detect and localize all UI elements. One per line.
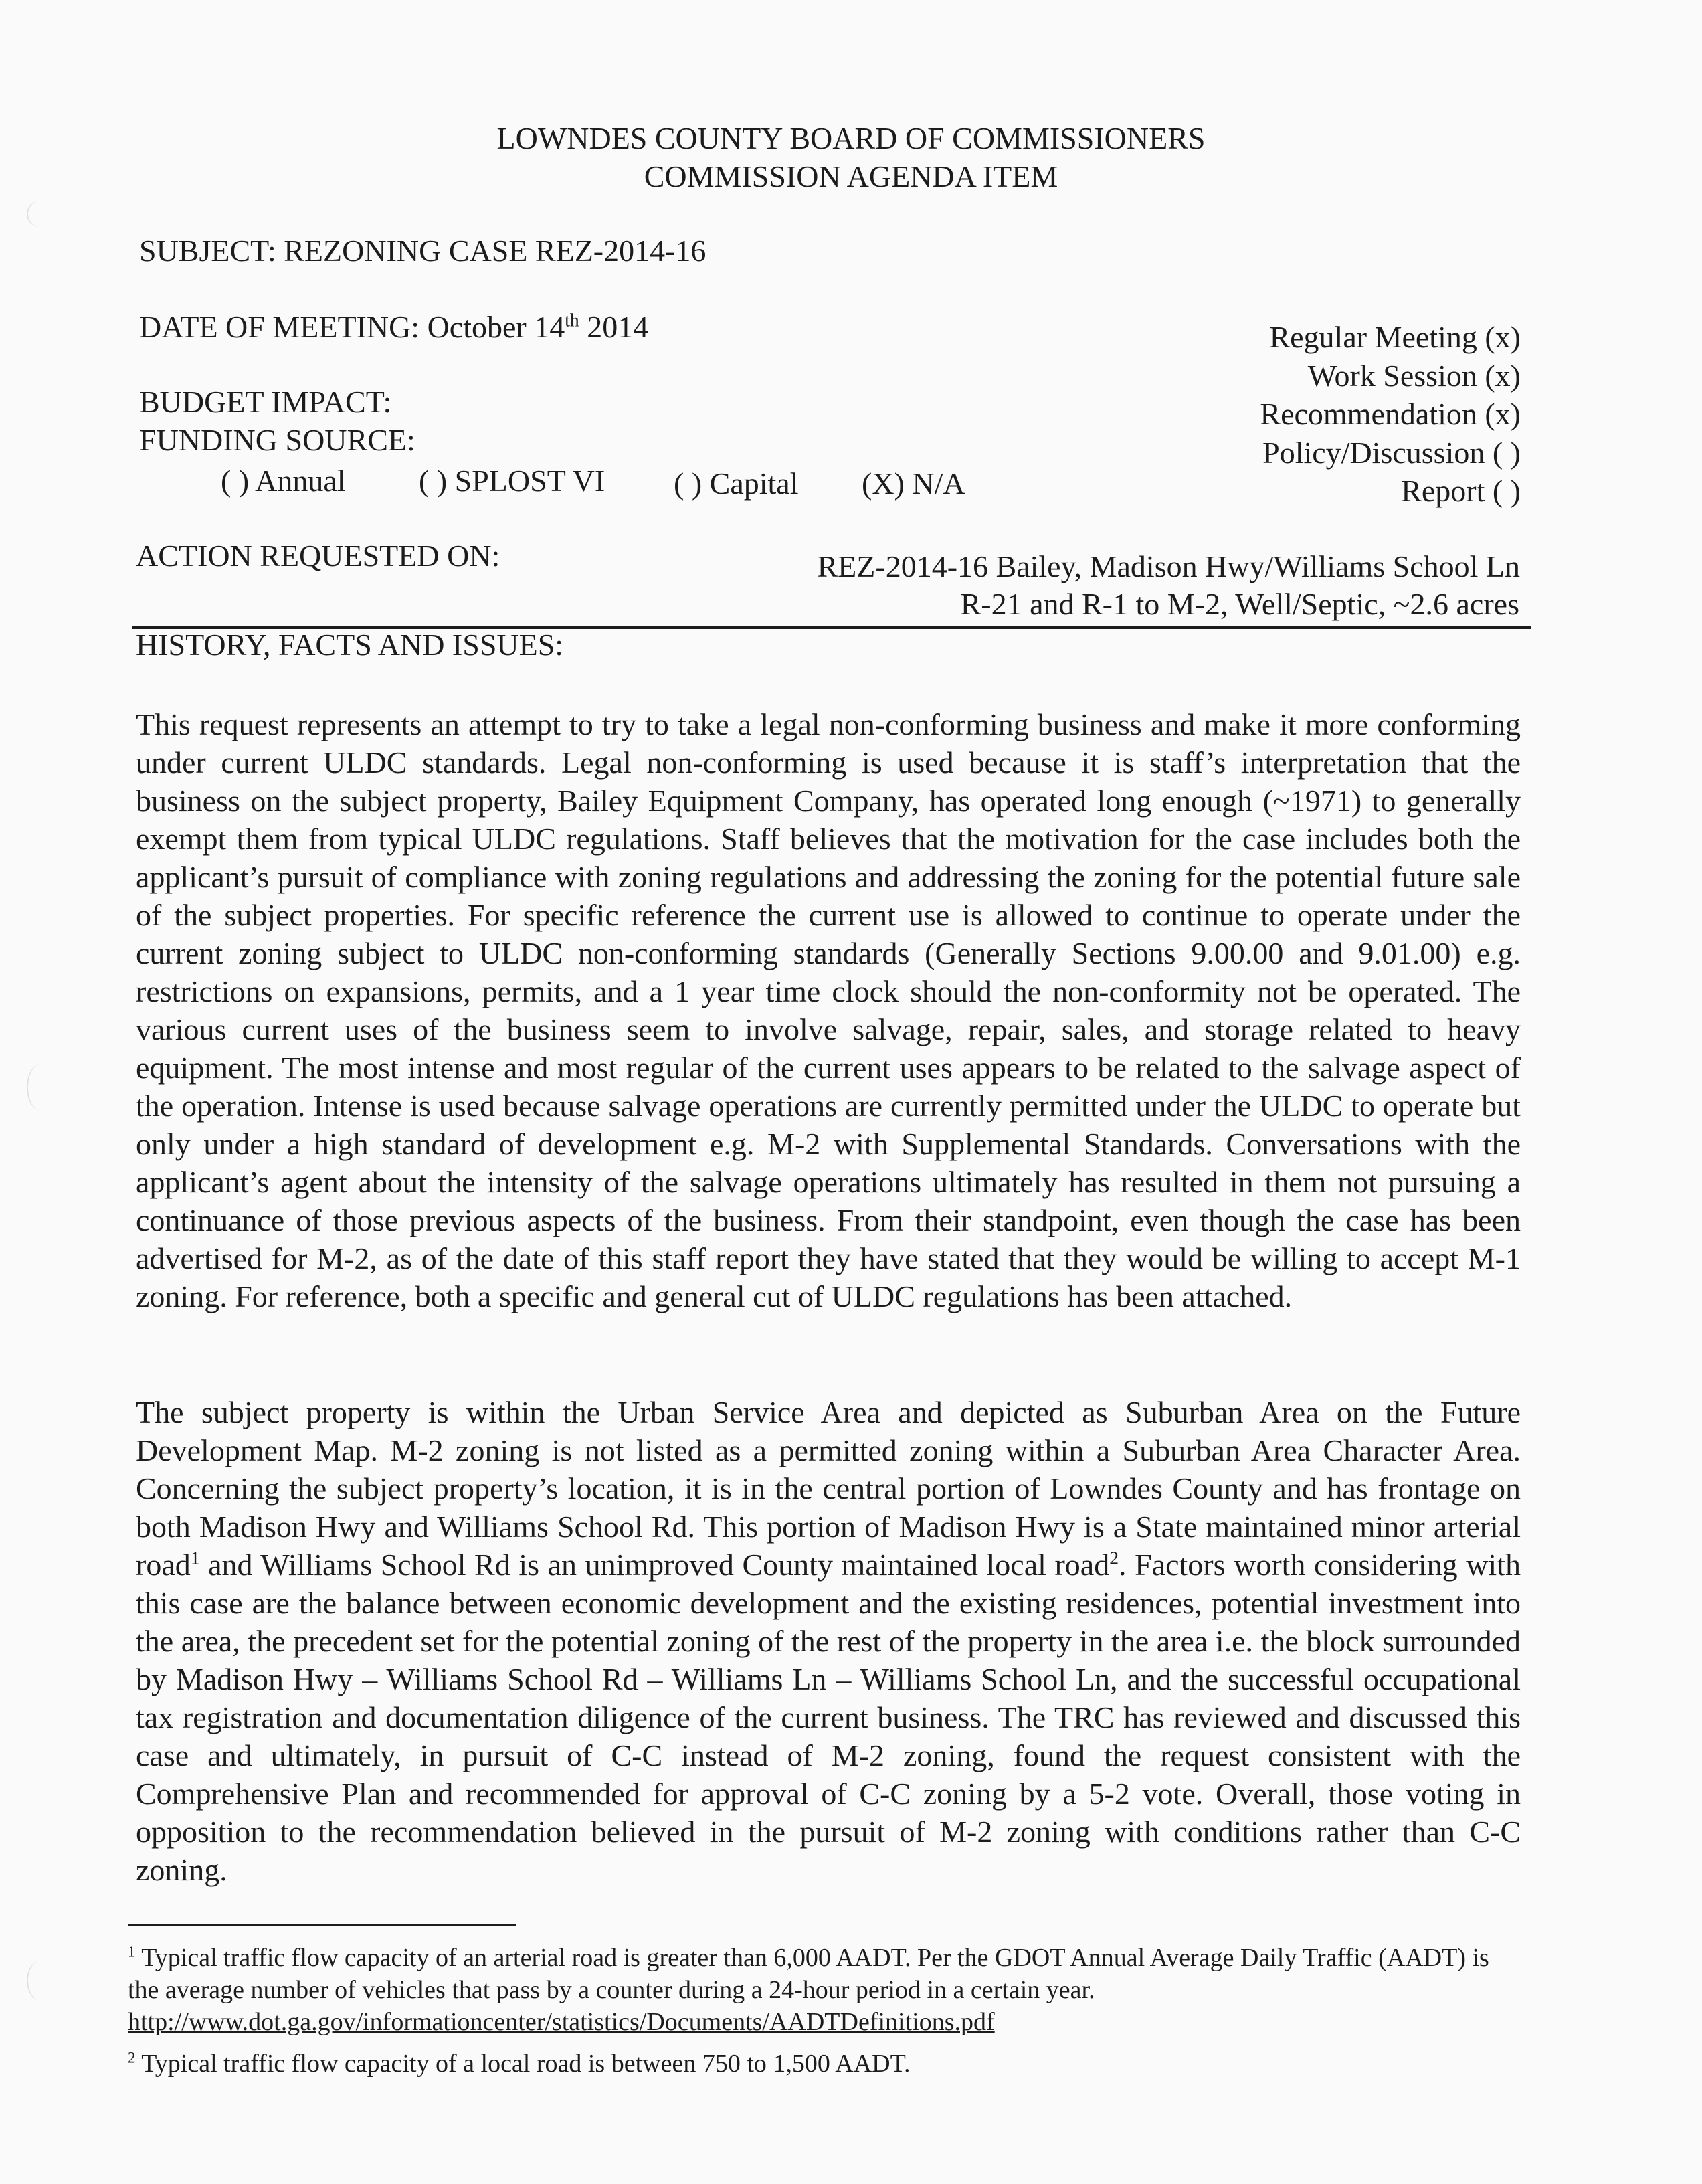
meeting-type-list (1260, 318, 1521, 511)
history-heading: HISTORY, FACTS AND ISSUES: (136, 628, 564, 662)
funding-option-annual: ( ) Annual (221, 464, 346, 498)
footnote-1 (128, 1942, 1526, 2038)
footnote-2-text: Typical traffic flow capacity of a local road is between 750 to 1,500 AADT. (135, 2050, 911, 2078)
paragraph-2-part-1: The subject property is within the Urban Service Area and depicted as Suburban Area on the Future Development Map. M-2 zoning is not listed as a permitted zoning within a Suburban Area Character Area. Concerning the subject property’s location, it is in the central portion of Lowndes County and has frontage on both Madison Hwy and Williams School Rd. This portion of Madison Hwy is a State maintained minor arterial road (136, 1395, 1521, 1582)
meeting-date-label: DATE OF MEETING: October 14 (139, 310, 565, 344)
action-requested-label: ACTION REQUESTED ON: (136, 539, 500, 573)
meeting-type-policy: Policy/Discussion ( ) (1262, 435, 1521, 470)
meeting-type-work-session: Work Session (x) (1307, 358, 1521, 393)
meeting-type-regular: Regular Meeting (x) (1269, 320, 1521, 354)
footnote-ref-2: 2 (1109, 1547, 1119, 1568)
paragraph-2-part-2: and Williams School Rd is an unimproved County maintained local road (199, 1548, 1110, 1582)
scan-mark-top (27, 201, 55, 227)
footnote-2-number: 2 (128, 2049, 136, 2066)
meeting-type-report: Report ( ) (1401, 474, 1521, 508)
header-subtitle: COMMISSION AGENDA ITEM (644, 159, 1058, 193)
paragraph-2-part-3: . Factors worth considering with this case are the balance between economic development and the existing residences, potential investment into the area, the precedent set for the potential zoning of the rest of the property in the area i.e. the block surrounded by Madison Hwy – Williams School Rd – Williams Ln – Williams School Ln, and the successful occupational tax registration and documentation diligence of the current business. The TRC has reviewed and discussed this case and ultimately, in pursuit of C-C instead of M-2 zoning, found the request consistent with the Comprehensive Plan and recommended for approval of C-C zoning by a 5-2 vote. Overall, those voting in opposition to the recommendation believed in the pursuit of M-2 zoning with conditions rather than C-C zoning. (136, 1548, 1521, 1887)
footnote-1-link[interactable]: http://www.dot.ga.gov/informationcenter/statistics/Documents/AADTDefinitions.pdf (128, 2008, 995, 2036)
funding-option-splost: ( ) SPLOST VI (419, 464, 605, 498)
footnote-divider (128, 1924, 516, 1926)
funding-source-label: FUNDING SOURCE: (139, 423, 415, 457)
funding-option-na: (X) N/A (862, 466, 965, 500)
meeting-date (139, 309, 648, 345)
funding-option-capital: ( ) Capital (674, 466, 799, 500)
subject-line: SUBJECT: REZONING CASE REZ-2014-16 (139, 234, 706, 268)
footnote-1-number: 1 (128, 1943, 136, 1961)
history-paragraph-1: This request represents an attempt to try to take a legal non-conforming business and make it more conforming under current ULDC standards. Legal non-conforming is used because it is staff’s interpretation that the business on the subject property, Bailey Equipment Company, has operated long enough (~1971) to generally exempt them from typical ULDC regulations. Staff believes that the motivation for the case includes both the applicant’s pursuit of compliance with zoning regulations and addressing the zoning for the potential future sale of the subject properties. For specific reference the current use is allowed to continue to operate under the current zoning subject to ULDC non-conforming standards (Generally Sections 9.00.00 and 9.01.00) e.g. restrictions on expansions, permits, and a 1 year time clock should the non-conformity not be operated. The various current uses of the business seem to involve salvage, repair, sales, and storage related to heavy equipment. The most intense and most regular of the current uses appears to be related to the salvage aspect of the operation. Intense is used because salvage operations are currently permitted under the ULDC to operate but only under a high standard of development e.g. M-2 with Supplemental Standards. Conversations with the applicant’s agent about the intensity of the salvage operations ultimately has resulted in them not pursuing a continuance of those previous aspects of the business. From their standpoint, even though the case has been advertised for M-2, as of the date of this staff report they have stated that they would be willing to accept M-1 zoning. For reference, both a specific and general cut of ULDC regulations has been attached. (136, 707, 1521, 1313)
footnote-ref-1: 1 (190, 1547, 200, 1568)
meeting-date-sup: th (565, 309, 579, 331)
budget-impact-label: BUDGET IMPACT: (139, 385, 392, 419)
history-paragraph-2 (136, 1393, 1521, 1889)
action-case-line1: REZ-2014-16 Bailey, Madison Hwy/Williams School Ln (817, 549, 1520, 583)
meeting-type-recommendation: Recommendation (x) (1260, 397, 1521, 431)
meeting-date-year: 2014 (579, 310, 649, 344)
footnote-1-text: Typical traffic flow capacity of an arterial road is greater than 6,000 AADT. Per the GDOT Annual Average Daily Traffic (AADT) is the average number of vehicles that pass by a counter during a 24-hour period in a certain year. (128, 1944, 1489, 2004)
header-title: LOWNDES COUNTY BOARD OF COMMISSIONERS (496, 121, 1206, 155)
footnote-2 (128, 2047, 1526, 2080)
scan-mark-middle (27, 1064, 55, 1111)
scan-mark-bottom (27, 1961, 55, 2001)
action-case-line2: R-21 and R-1 to M-2, Well/Septic, ~2.6 acres (960, 587, 1519, 621)
